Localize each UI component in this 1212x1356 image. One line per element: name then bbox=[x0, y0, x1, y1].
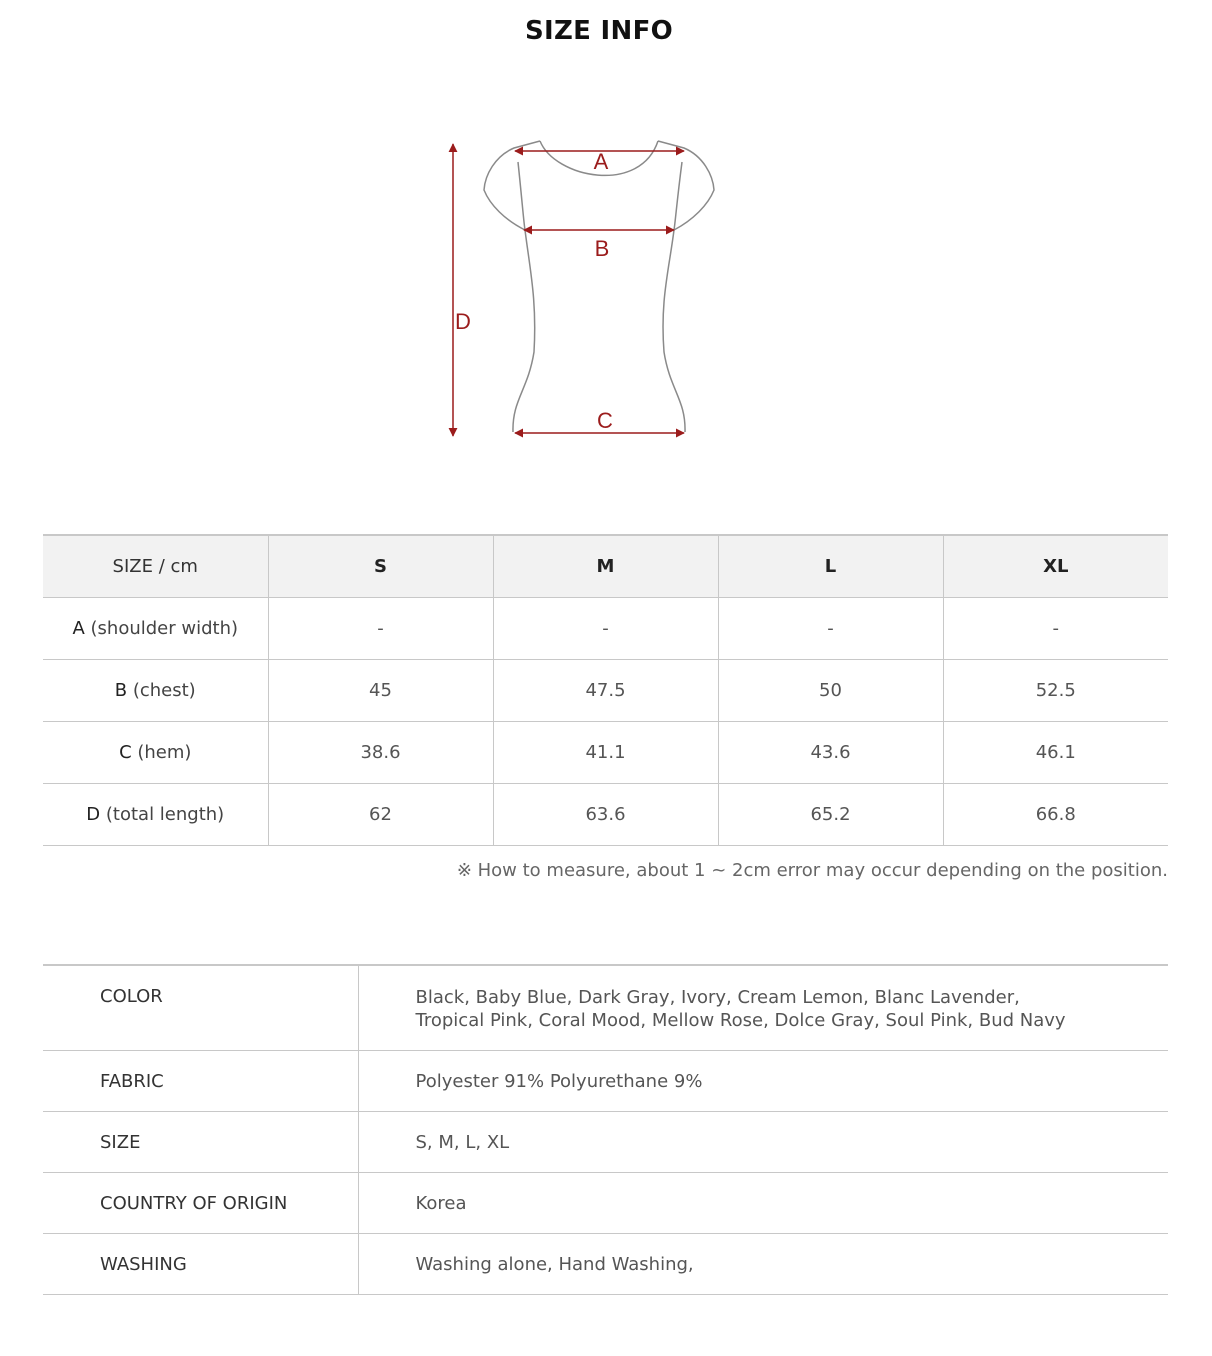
label-a: A bbox=[593, 149, 609, 174]
product-info-table bbox=[43, 964, 1168, 1295]
cell-value: - bbox=[493, 598, 718, 660]
cell-value: - bbox=[943, 598, 1168, 660]
info-key: COLOR bbox=[43, 965, 358, 1051]
tshirt-outline bbox=[484, 141, 714, 432]
cell-value: 66.8 bbox=[943, 784, 1168, 846]
table-row bbox=[43, 722, 1168, 784]
table-row bbox=[43, 660, 1168, 722]
header-m: M bbox=[493, 535, 718, 598]
table-row bbox=[43, 784, 1168, 846]
cell-value: 38.6 bbox=[268, 722, 493, 784]
info-key: SIZE bbox=[43, 1112, 358, 1173]
garment-measurement-diagram bbox=[0, 0, 1212, 500]
cell-value: 45 bbox=[268, 660, 493, 722]
cell-value: - bbox=[718, 598, 943, 660]
info-key: FABRIC bbox=[43, 1051, 358, 1112]
table-row bbox=[43, 598, 1168, 660]
info-value: Black, Baby Blue, Dark Gray, Ivory, Cream Lemon, Blanc Lavender, Tropical Pink, Coral Mood, Mellow Rose, Dolce Gray, Soul Pink, Bud Navy bbox=[415, 987, 1066, 1031]
label-b: B bbox=[594, 236, 610, 261]
cell-value: 63.6 bbox=[493, 784, 718, 846]
info-value: S, M, L, XL bbox=[415, 1131, 510, 1153]
cell-value: 62 bbox=[268, 784, 493, 846]
header-size-cm: SIZE / cm bbox=[43, 535, 268, 598]
row-label: A (shoulder width) bbox=[43, 598, 268, 660]
cell-value: 47.5 bbox=[493, 660, 718, 722]
info-row-country bbox=[43, 1173, 1168, 1234]
cell-value: 52.5 bbox=[943, 660, 1168, 722]
header-s: S bbox=[268, 535, 493, 598]
label-c: C bbox=[597, 408, 613, 433]
info-row-washing bbox=[43, 1234, 1168, 1295]
label-d: D bbox=[455, 309, 471, 334]
page-title: SIZE INFO bbox=[524, 16, 674, 46]
row-label: C (hem) bbox=[43, 722, 268, 784]
cell-value: 41.1 bbox=[493, 722, 718, 784]
measurement-lines bbox=[453, 144, 684, 436]
header-l: L bbox=[718, 535, 943, 598]
cell-value: 65.2 bbox=[718, 784, 943, 846]
info-value: Polyester 91% Polyurethane 9% bbox=[415, 1070, 703, 1092]
size-table-header bbox=[43, 535, 1168, 598]
info-key: COUNTRY OF ORIGIN bbox=[43, 1173, 358, 1234]
info-key: WASHING bbox=[43, 1234, 358, 1295]
measurement-note: ※ How to measure, about 1 ~ 2cm error may occur depending on the position. bbox=[456, 860, 1168, 881]
size-table bbox=[43, 534, 1168, 846]
info-row-size bbox=[43, 1112, 1168, 1173]
cell-value: 43.6 bbox=[718, 722, 943, 784]
row-label: D (total length) bbox=[43, 784, 268, 846]
info-row-color bbox=[43, 965, 1168, 1051]
header-xl: XL bbox=[943, 535, 1168, 598]
info-value: Korea bbox=[415, 1192, 467, 1214]
cell-value: 50 bbox=[718, 660, 943, 722]
info-value: Washing alone, Hand Washing, bbox=[415, 1253, 694, 1275]
cell-value: - bbox=[268, 598, 493, 660]
row-label: B (chest) bbox=[43, 660, 268, 722]
info-row-fabric bbox=[43, 1051, 1168, 1112]
cell-value: 46.1 bbox=[943, 722, 1168, 784]
